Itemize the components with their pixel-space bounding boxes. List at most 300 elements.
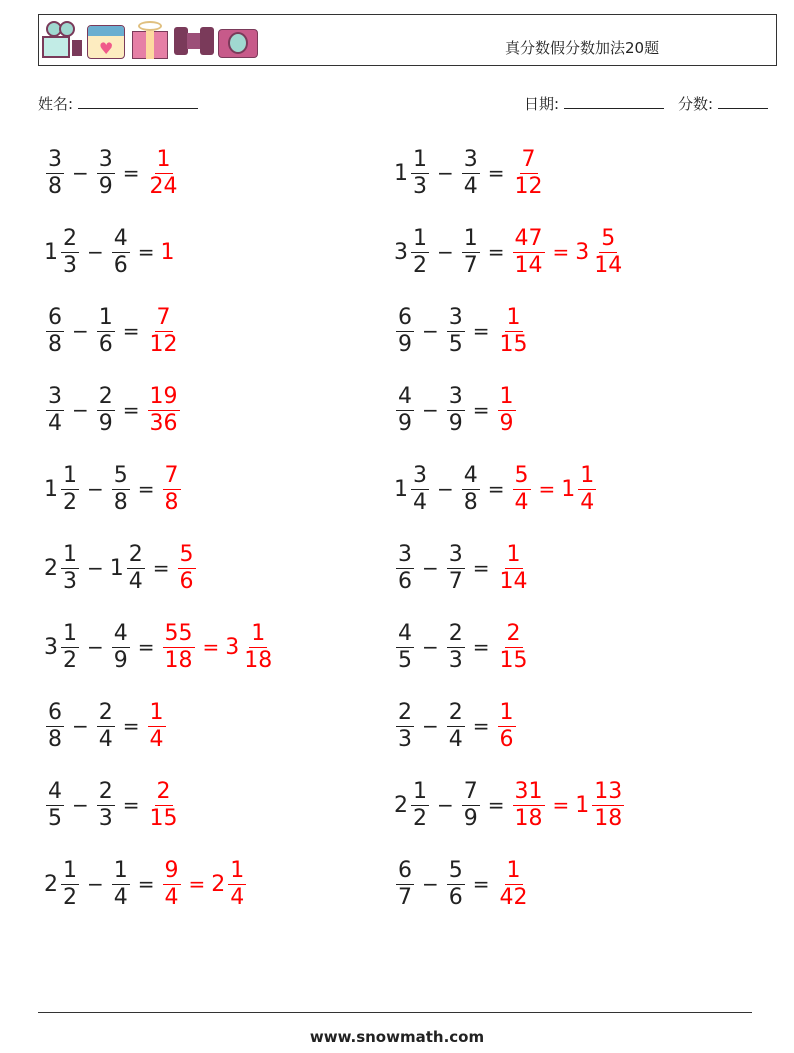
operand [110,621,132,674]
fraction [411,226,429,279]
numerator: 2 [448,699,463,725]
operand [44,463,81,516]
numerator: 3 [448,541,463,567]
whole-number: 1 [394,160,408,186]
denominator: 4 [514,489,529,515]
denominator: 3 [413,173,427,199]
answer-term [496,542,532,595]
problem [394,617,532,677]
denominator: 18 [594,805,623,831]
problem [44,143,182,203]
answer-term [146,779,182,832]
operand [460,779,482,832]
fraction [498,384,516,437]
operand [44,226,81,279]
numerator: 55 [164,620,193,646]
whole-number: 3 [225,634,240,660]
footer-divider [38,1012,752,1013]
equals-sign: = [538,477,556,501]
operand [460,147,482,200]
operand [44,700,66,753]
numerator: 1 [63,541,77,567]
name-label: 姓名: [38,95,74,113]
fraction [228,858,246,911]
fraction [46,305,64,358]
numerator: 1 [63,462,77,488]
denominator: 9 [113,647,128,673]
minus-sign: − [87,240,104,264]
gift-icon [130,21,170,59]
numerator: 1 [463,225,478,251]
equals-sign: = [472,714,490,738]
equals-sign: = [552,793,570,817]
problem [394,301,532,361]
fraction [148,384,180,437]
footer-url: www.snowmath.com [309,1028,485,1046]
denominator: 3 [63,568,77,594]
operand [110,858,132,911]
denominator: 9 [98,410,113,436]
denominator: 2 [63,489,77,515]
denominator: 6 [179,568,194,594]
denominator: 3 [98,805,113,831]
equals-sign: = [487,240,505,264]
numerator: 6 [398,304,412,330]
fraction [447,621,465,674]
fraction [97,147,115,200]
equals-sign: = [152,556,170,580]
equals-sign: = [137,872,155,896]
fraction [61,858,79,911]
answer-term [511,226,547,279]
answer-term [146,700,168,753]
numerator: 7 [521,146,536,172]
minus-sign: − [72,714,89,738]
answer-term [211,858,248,911]
denominator: 4 [413,489,427,515]
answer-term [575,779,626,832]
date-field [524,93,664,114]
minus-sign: − [422,398,439,422]
numerator: 5 [113,462,128,488]
minus-sign: − [437,240,454,264]
answer-term [161,858,183,911]
minus-sign: − [72,793,89,817]
problem [44,696,168,756]
denominator: 3 [63,252,77,278]
denominator: 9 [448,410,463,436]
numerator: 1 [499,383,514,409]
fraction [447,305,465,358]
denominator: 14 [514,252,543,278]
numerator: 2 [398,699,412,725]
denominator: 8 [48,173,62,199]
problem [394,538,532,598]
whole-number: 1 [394,476,408,502]
denominator: 4 [128,568,143,594]
numerator: 6 [48,699,62,725]
denominator: 6 [448,884,463,910]
fraction [163,463,181,516]
operand [394,779,431,832]
fraction [396,305,414,358]
fraction [411,779,429,832]
fraction [46,384,64,437]
denominator: 4 [48,410,62,436]
numerator: 6 [398,857,412,883]
numerator: 1 [98,304,113,330]
numerator: 6 [48,304,62,330]
numerator: 3 [98,146,113,172]
answer-term [496,621,532,674]
operand [44,384,66,437]
minus-sign: − [72,161,89,185]
numerator: 3 [448,304,463,330]
numerator: 2 [448,620,463,646]
answer-term [161,240,176,265]
numerator: 1 [413,146,427,172]
operand [460,226,482,279]
fraction [498,542,530,595]
numerator: 5 [179,541,194,567]
denominator: 36 [149,410,178,436]
fraction [411,463,429,516]
fraction [462,779,480,832]
denominator: 9 [499,410,514,436]
fraction [498,700,516,753]
fraction [578,463,596,516]
problem [394,854,532,914]
denominator: 4 [113,884,128,910]
answer-term [225,621,276,674]
denominator: 15 [149,805,178,831]
fraction [163,621,195,674]
numerator: 3 [448,383,463,409]
denominator: 2 [413,805,427,831]
numerator: 1 [63,857,77,883]
denominator: 18 [244,647,273,673]
fraction [498,621,530,674]
equals-sign: = [552,240,570,264]
answer-term [146,384,182,437]
denominator: 15 [499,647,528,673]
operand [394,147,431,200]
operand [95,384,117,437]
denominator: 4 [463,173,478,199]
denominator: 5 [398,647,412,673]
numerator: 1 [506,304,521,330]
answer-term [161,463,183,516]
numerator: 2 [506,620,521,646]
denominator: 9 [463,805,478,831]
equals-sign: = [137,240,155,264]
denominator: 9 [398,331,412,357]
denominator: 8 [48,726,62,752]
numerator: 1 [580,462,595,488]
numerator: 4 [113,225,128,251]
fraction [112,463,130,516]
fraction [46,700,64,753]
fraction [411,147,429,200]
fraction [513,779,545,832]
denominator: 8 [113,489,128,515]
numerator: 3 [463,146,478,172]
answer-term [161,621,197,674]
minus-sign: − [422,556,439,580]
score-field [678,93,768,114]
answer-term [575,226,626,279]
operand [394,700,416,753]
denominator: 3 [398,726,412,752]
problem [44,854,248,914]
fraction [112,858,130,911]
numerator: 7 [164,462,179,488]
denominator: 7 [463,252,478,278]
denominator: 6 [113,252,128,278]
fraction [396,384,414,437]
operand [110,463,132,516]
whole-number: 3 [394,239,408,265]
operand [445,542,467,595]
denominator: 6 [98,331,113,357]
numerator: 4 [113,620,128,646]
denominator: 3 [448,647,463,673]
fraction [396,858,414,911]
equals-sign: = [472,872,490,896]
operand [44,147,66,200]
equals-sign: = [472,556,490,580]
problem [44,222,176,282]
date-label: 日期: [524,95,560,113]
whole-number: 2 [44,555,58,581]
fraction [396,700,414,753]
numerator: 1 [149,699,164,725]
minus-sign: − [437,793,454,817]
equals-sign: = [137,635,155,659]
denominator: 4 [448,726,463,752]
answer-term [496,384,518,437]
operand [44,542,81,595]
fraction [61,621,79,674]
equals-sign: = [487,477,505,501]
minus-sign: − [437,477,454,501]
whole-number: 2 [211,871,226,897]
numerator: 5 [514,462,529,488]
fraction [462,147,480,200]
fraction [46,779,64,832]
denominator: 18 [164,647,193,673]
numerator: 1 [113,857,128,883]
problem [44,617,276,677]
answer-term [496,700,518,753]
operand [95,305,117,358]
denominator: 5 [448,331,463,357]
date-blank[interactable] [564,94,664,109]
operand [394,858,416,911]
fraction [498,305,530,358]
name-blank[interactable] [78,94,198,109]
fraction [396,542,414,595]
equals-sign: = [472,319,490,343]
fraction [97,700,115,753]
fraction [513,147,545,200]
worksheet-title: 真分数假分数加法20题 [505,39,660,57]
equals-sign: = [122,793,140,817]
fraction [148,779,180,832]
fraction [178,542,196,595]
equals-sign: = [122,714,140,738]
equals-sign: = [122,161,140,185]
minus-sign: − [422,635,439,659]
numerator: 1 [506,857,521,883]
equals-sign: = [202,635,220,659]
fraction [513,226,545,279]
minus-sign: − [422,319,439,343]
fraction [396,621,414,674]
minus-sign: − [87,477,104,501]
operand [110,226,132,279]
numerator: 3 [48,383,62,409]
numerator: 1 [506,541,521,567]
minus-sign: − [72,398,89,422]
denominator: 7 [448,568,463,594]
denominator: 4 [230,884,245,910]
numerator: 4 [48,778,62,804]
camera-icon [218,21,258,59]
problem [394,143,547,203]
numerator: 13 [594,778,623,804]
answer-term [511,147,547,200]
numerator: 1 [251,620,266,646]
numerator: 1 [499,699,514,725]
fraction [447,542,465,595]
whole-number: 1 [44,476,58,502]
answer-term [511,779,547,832]
whole-number: 1 [44,239,58,265]
numerator: 3 [413,462,427,488]
numerator: 2 [98,383,113,409]
fraction [97,305,115,358]
operand [95,147,117,200]
operand [445,621,467,674]
numerator: 47 [514,225,543,251]
whole-number: 1 [160,239,175,265]
denominator: 4 [149,726,164,752]
operand [445,305,467,358]
equals-sign: = [472,635,490,659]
denominator: 8 [48,331,62,357]
minus-sign: − [87,635,104,659]
numerator: 1 [413,225,427,251]
fraction [513,463,531,516]
problem [44,380,182,440]
problem [394,696,518,756]
equals-sign: = [137,477,155,501]
operand [394,621,416,674]
minus-sign: − [72,319,89,343]
denominator: 8 [463,489,478,515]
bow-tie-icon [174,21,214,59]
whole-number: 3 [575,239,590,265]
operand [110,542,147,595]
operand [445,384,467,437]
fraction [112,621,130,674]
denominator: 4 [580,489,595,515]
score-blank[interactable] [718,94,768,109]
denominator: 9 [398,410,412,436]
fraction [498,858,530,911]
numerator: 7 [156,304,171,330]
numerator: 5 [448,857,463,883]
equals-sign: = [188,872,206,896]
numerator: 4 [398,620,412,646]
fraction [462,463,480,516]
fraction [462,226,480,279]
whole-number: 2 [394,792,408,818]
movie-camera-icon [42,21,82,59]
fraction [447,700,465,753]
problem [44,775,182,835]
denominator: 5 [48,805,62,831]
numerator: 1 [63,620,77,646]
fraction [148,147,180,200]
header-icons [42,21,258,59]
numerator: 9 [164,857,179,883]
minus-sign: − [437,161,454,185]
fraction [242,621,274,674]
numerator: 2 [98,699,113,725]
equals-sign: = [122,398,140,422]
equals-sign: = [487,793,505,817]
operand [44,621,81,674]
answer-term [176,542,198,595]
problem [44,538,198,598]
denominator: 12 [514,173,543,199]
numerator: 1 [230,857,245,883]
calendar-heart-icon: ♥ [86,21,126,59]
fraction [97,384,115,437]
denominator: 24 [149,173,178,199]
answer-term [561,463,598,516]
fraction [61,542,79,595]
denominator: 18 [514,805,543,831]
fraction [447,384,465,437]
equals-sign: = [122,319,140,343]
numerator: 2 [128,541,143,567]
denominator: 4 [164,884,179,910]
answer-term [146,147,182,200]
denominator: 12 [149,331,178,357]
fraction [112,226,130,279]
minus-sign: − [422,714,439,738]
minus-sign: − [87,556,104,580]
whole-number: 2 [44,871,58,897]
denominator: 14 [499,568,528,594]
numerator: 5 [601,225,616,251]
problem [44,459,183,519]
numerator: 2 [156,778,171,804]
fraction [61,226,79,279]
answer-term [146,305,182,358]
operand [44,779,66,832]
fraction [61,463,79,516]
problem [394,459,598,519]
denominator: 7 [398,884,412,910]
fraction [46,147,64,200]
numerator: 1 [156,146,171,172]
denominator: 6 [499,726,514,752]
equals-sign: = [487,161,505,185]
